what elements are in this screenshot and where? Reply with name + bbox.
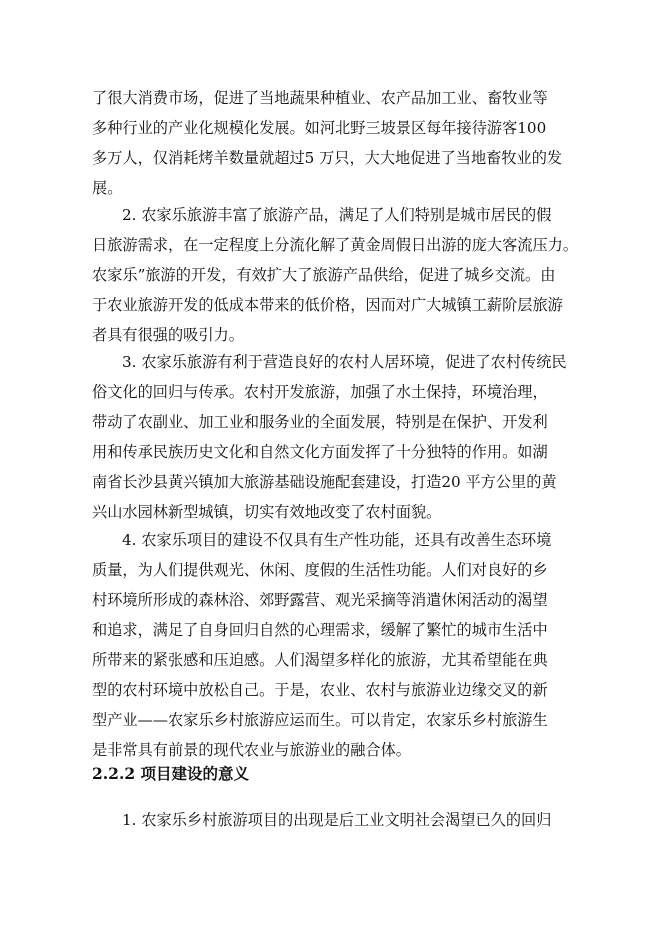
paragraph-line: 2. 农家乐旅游丰富了旅游产品，满足了人们特别是城市居民的假 [122,206,552,224]
paragraph-line: 了很大消费市场，促进了当地蔬果种植业、农产品加工业、畜牧业等 [92,89,548,107]
paragraph-line: 是非常具有前景的现代农业与旅游业的融合体。 [92,741,411,759]
paragraph-line: 用和传承民族历史文化和自然文化方面发挥了十分独特的作用。如湖 [92,443,548,461]
paragraph-line: 日旅游需求，在一定程度上分流化解了黄金周假日出游的庞大客流压力。 [92,236,578,254]
paragraph-line: 农家乐”旅游的开发，有效扩大了旅游产品供给，促进了城乡交流。由 [92,266,556,284]
paragraph-line: 村环境所形成的森林浴、郊野露营、观光采摘等消遣休闲活动的渴望 [92,591,548,609]
paragraph-line: 4. 农家乐项目的建设不仅具有生产性功能，还具有改善生态环境 [122,531,552,549]
paragraph-line: 质量，为人们提供观光、休闲、度假的生活性功能。人们对良好的乡 [92,561,548,579]
section-heading: 2.2.2 项目建设的意义 [92,764,250,783]
paragraph-line: 者具有很强的吸引力。 [92,326,244,344]
paragraph-line: 所带来的紧张感和压迫感。人们渴望多样化的旅游，尤其希望能在典 [92,651,548,669]
paragraph-line: 多万人，仅消耗烤羊数量就超过5 万只，大大地促进了当地畜牧业的发 [92,149,563,167]
paragraph-line: 型的农村环境中放松自己。于是，农业、农村与旅游业边缘交叉的新 [92,681,548,699]
paragraph-line: 带动了农副业、加工业和服务业的全面发展，特别是在保护、开发利 [92,413,548,431]
paragraph-line: 展。 [92,179,123,197]
paragraph-line: 1. 农家乐乡村旅游项目的出现是后工业文明社会渴望已久的回归 [122,811,552,829]
paragraph-line: 3. 农家乐旅游有利于营造良好的农村人居环境，促进了农村传统民 [122,353,567,371]
paragraph-line: 俗文化的回归与传承。农村开发旅游，加强了水土保持，环境治理， [92,383,548,401]
paragraph-line: 型产业——农家乐乡村旅游应运而生。可以肯定，农家乐乡村旅游生 [92,711,548,729]
paragraph-line: 南省长沙县黄兴镇加大旅游基础设施配套建设，打造20 平方公里的黄 [92,473,557,491]
paragraph-line: 于农业旅游开发的低成本带来的低价格，因而对广大城镇工薪阶层旅游 [92,296,563,314]
paragraph-line: 兴山水园林新型城镇，切实有效地改变了农村面貌。 [92,503,442,521]
paragraph-line: 多种行业的产业化规模化发展。如河北野三坡景区每年接待游客100 [92,119,547,137]
paragraph-line: 和追求，满足了自身回归自然的心理需求，缓解了繁忙的城市生活中 [92,621,548,639]
